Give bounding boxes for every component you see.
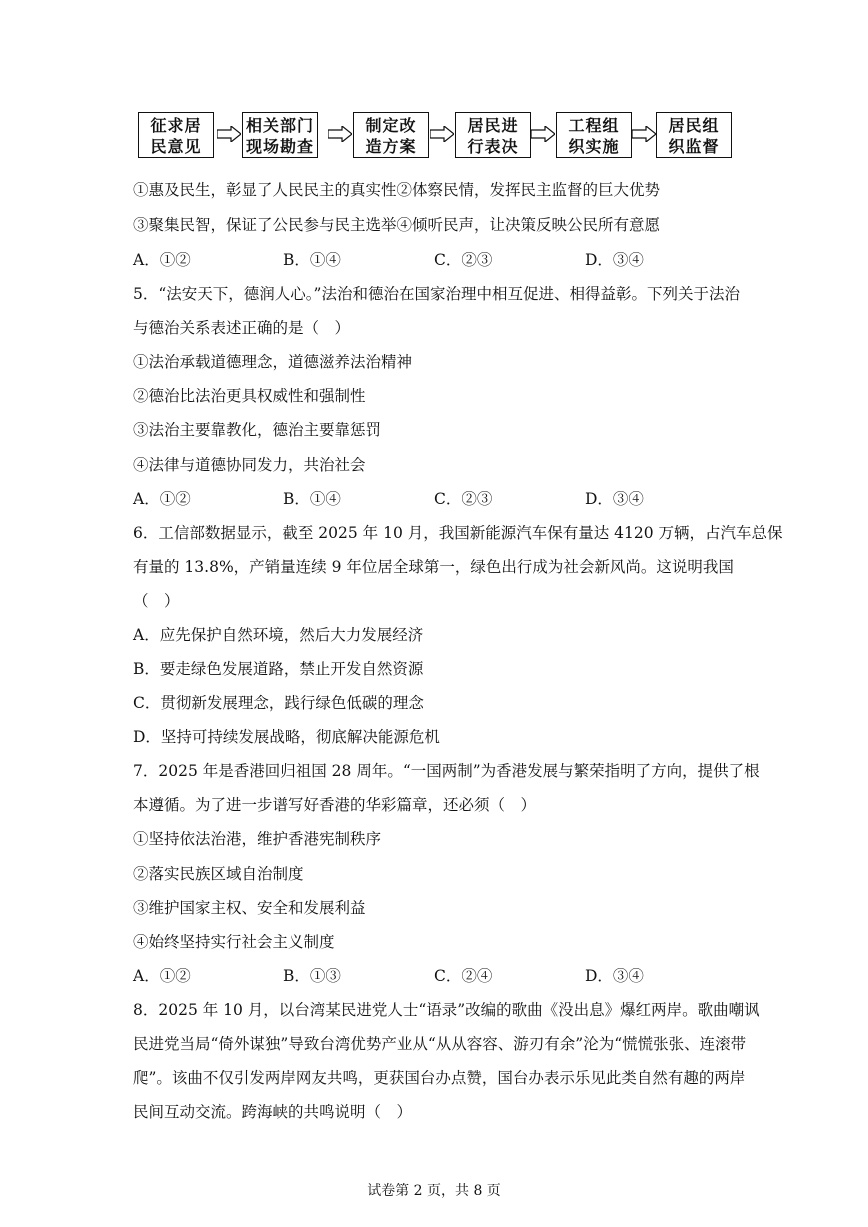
option-c[interactable]: C．②③	[434, 251, 493, 269]
option-b[interactable]: B．①④	[283, 490, 341, 508]
flow-step-5: 工程组 织实施	[556, 112, 632, 158]
q6-stem-line: 有量的 13.8%，产销量连续 9 年位居全球第一，绿色出行成为社会新风尚。这说明我国	[133, 558, 734, 576]
flow-arrow-icon	[328, 126, 352, 142]
q5-statement: ②德治比法治更具权威性和强制性	[133, 387, 366, 405]
flow-arrow-icon	[632, 126, 656, 142]
q7-statement: ④始终坚持实行社会主义制度	[133, 933, 335, 951]
q8-stem-line: 爬”。该曲不仅引发两岸网友共鸣，更获国台办点赞，国台办表示乐见此类自然有趣的两岸	[133, 1069, 746, 1087]
q6-stem-line: 6．工信部数据显示，截至 2025 年 10 月，我国新能源汽车保有量达 4120 万辆，占汽车总保	[133, 524, 783, 542]
q8-stem-line: 民间互动交流。跨海峡的共鸣说明（ ）	[133, 1103, 413, 1121]
q7-stem-line: 7．2025 年是香港回归祖国 28 周年。“一国两制”为香港发展与繁荣指明了方向，提供了根	[133, 762, 760, 780]
option-a[interactable]: A．①②	[133, 967, 191, 985]
option-a[interactable]: A．①②	[133, 490, 191, 508]
option-c[interactable]: C．②④	[434, 967, 493, 985]
q5-statement: ①法治承载道德理念，道德滋养法治精神	[133, 353, 413, 371]
flow-step-6: 居民组 织监督	[656, 112, 732, 158]
option-c[interactable]: C．②③	[434, 490, 493, 508]
flow-step-1: 征求居 民意见	[138, 112, 214, 158]
q5-stem-line: 5．“法安天下，德润人心。”法治和德治在国家治理中相互促进、相得益彰。下列关于法治	[133, 285, 740, 303]
q7-statement: ③维护国家主权、安全和发展利益	[133, 899, 366, 917]
q7-statement: ①坚持依法治港，维护香港宪制秩序	[133, 830, 382, 848]
q5-statement: ④法律与道德协同发力，共治社会	[133, 456, 366, 474]
q4-statement-line: ①惠及民生，彰显了人民民主的真实性②体察民情，发挥民主监督的巨大优势	[133, 181, 661, 199]
option-d[interactable]: D．③④	[585, 967, 644, 985]
q8-stem-line: 8．2025 年 10 月，以台湾某民进党人士“语录”改编的歌曲《没出息》爆红两岸。歌曲嘲讽	[133, 1001, 760, 1019]
option-c[interactable]: C．贯彻新发展理念，践行绿色低碳的理念	[133, 694, 424, 712]
flow-arrow-icon	[217, 126, 241, 142]
flow-step-2: 相关部门 现场勘查	[242, 112, 318, 158]
page-footer: 试卷第 2 页，共 8 页	[367, 1183, 501, 1199]
option-b[interactable]: B．①④	[283, 251, 341, 269]
option-d[interactable]: D．③④	[585, 251, 644, 269]
q6-stem-line: （ ）	[133, 592, 180, 610]
flow-arrow-icon	[531, 126, 555, 142]
option-a[interactable]: A．①②	[133, 251, 191, 269]
option-d[interactable]: D．③④	[585, 490, 644, 508]
flow-arrow-icon	[430, 126, 454, 142]
q8-stem-line: 民进党当局“倚外谋独”导致台湾优势产业从“从从容容、游刃有余”沦为“慌慌张张、连滚带	[133, 1035, 747, 1053]
option-b[interactable]: B．要走绿色发展道路，禁止开发自然资源	[133, 660, 424, 678]
q5-stem-line: 与德治关系表述正确的是（ ）	[133, 319, 351, 337]
q7-statement: ②落实民族区域自治制度	[133, 865, 304, 883]
q7-stem-line: 本遵循。为了进一步谱写好香港的华彩篇章，还必须（ ）	[133, 796, 537, 814]
option-a[interactable]: A．应先保护自然环境，然后大力发展经济	[133, 626, 424, 644]
q4-statement-line: ③聚集民智，保证了公民参与民主选举④倾听民声，让决策反映公民所有意愿	[133, 216, 661, 234]
q5-statement: ③法治主要靠教化，德治主要靠惩罚	[133, 421, 382, 439]
flow-step-3: 制定改 造方案	[353, 112, 429, 158]
option-b[interactable]: B．①③	[283, 967, 341, 985]
flow-step-4: 居民进 行表决	[455, 112, 531, 158]
option-d[interactable]: D．坚持可持续发展战略，彻底解决能源危机	[133, 728, 440, 746]
